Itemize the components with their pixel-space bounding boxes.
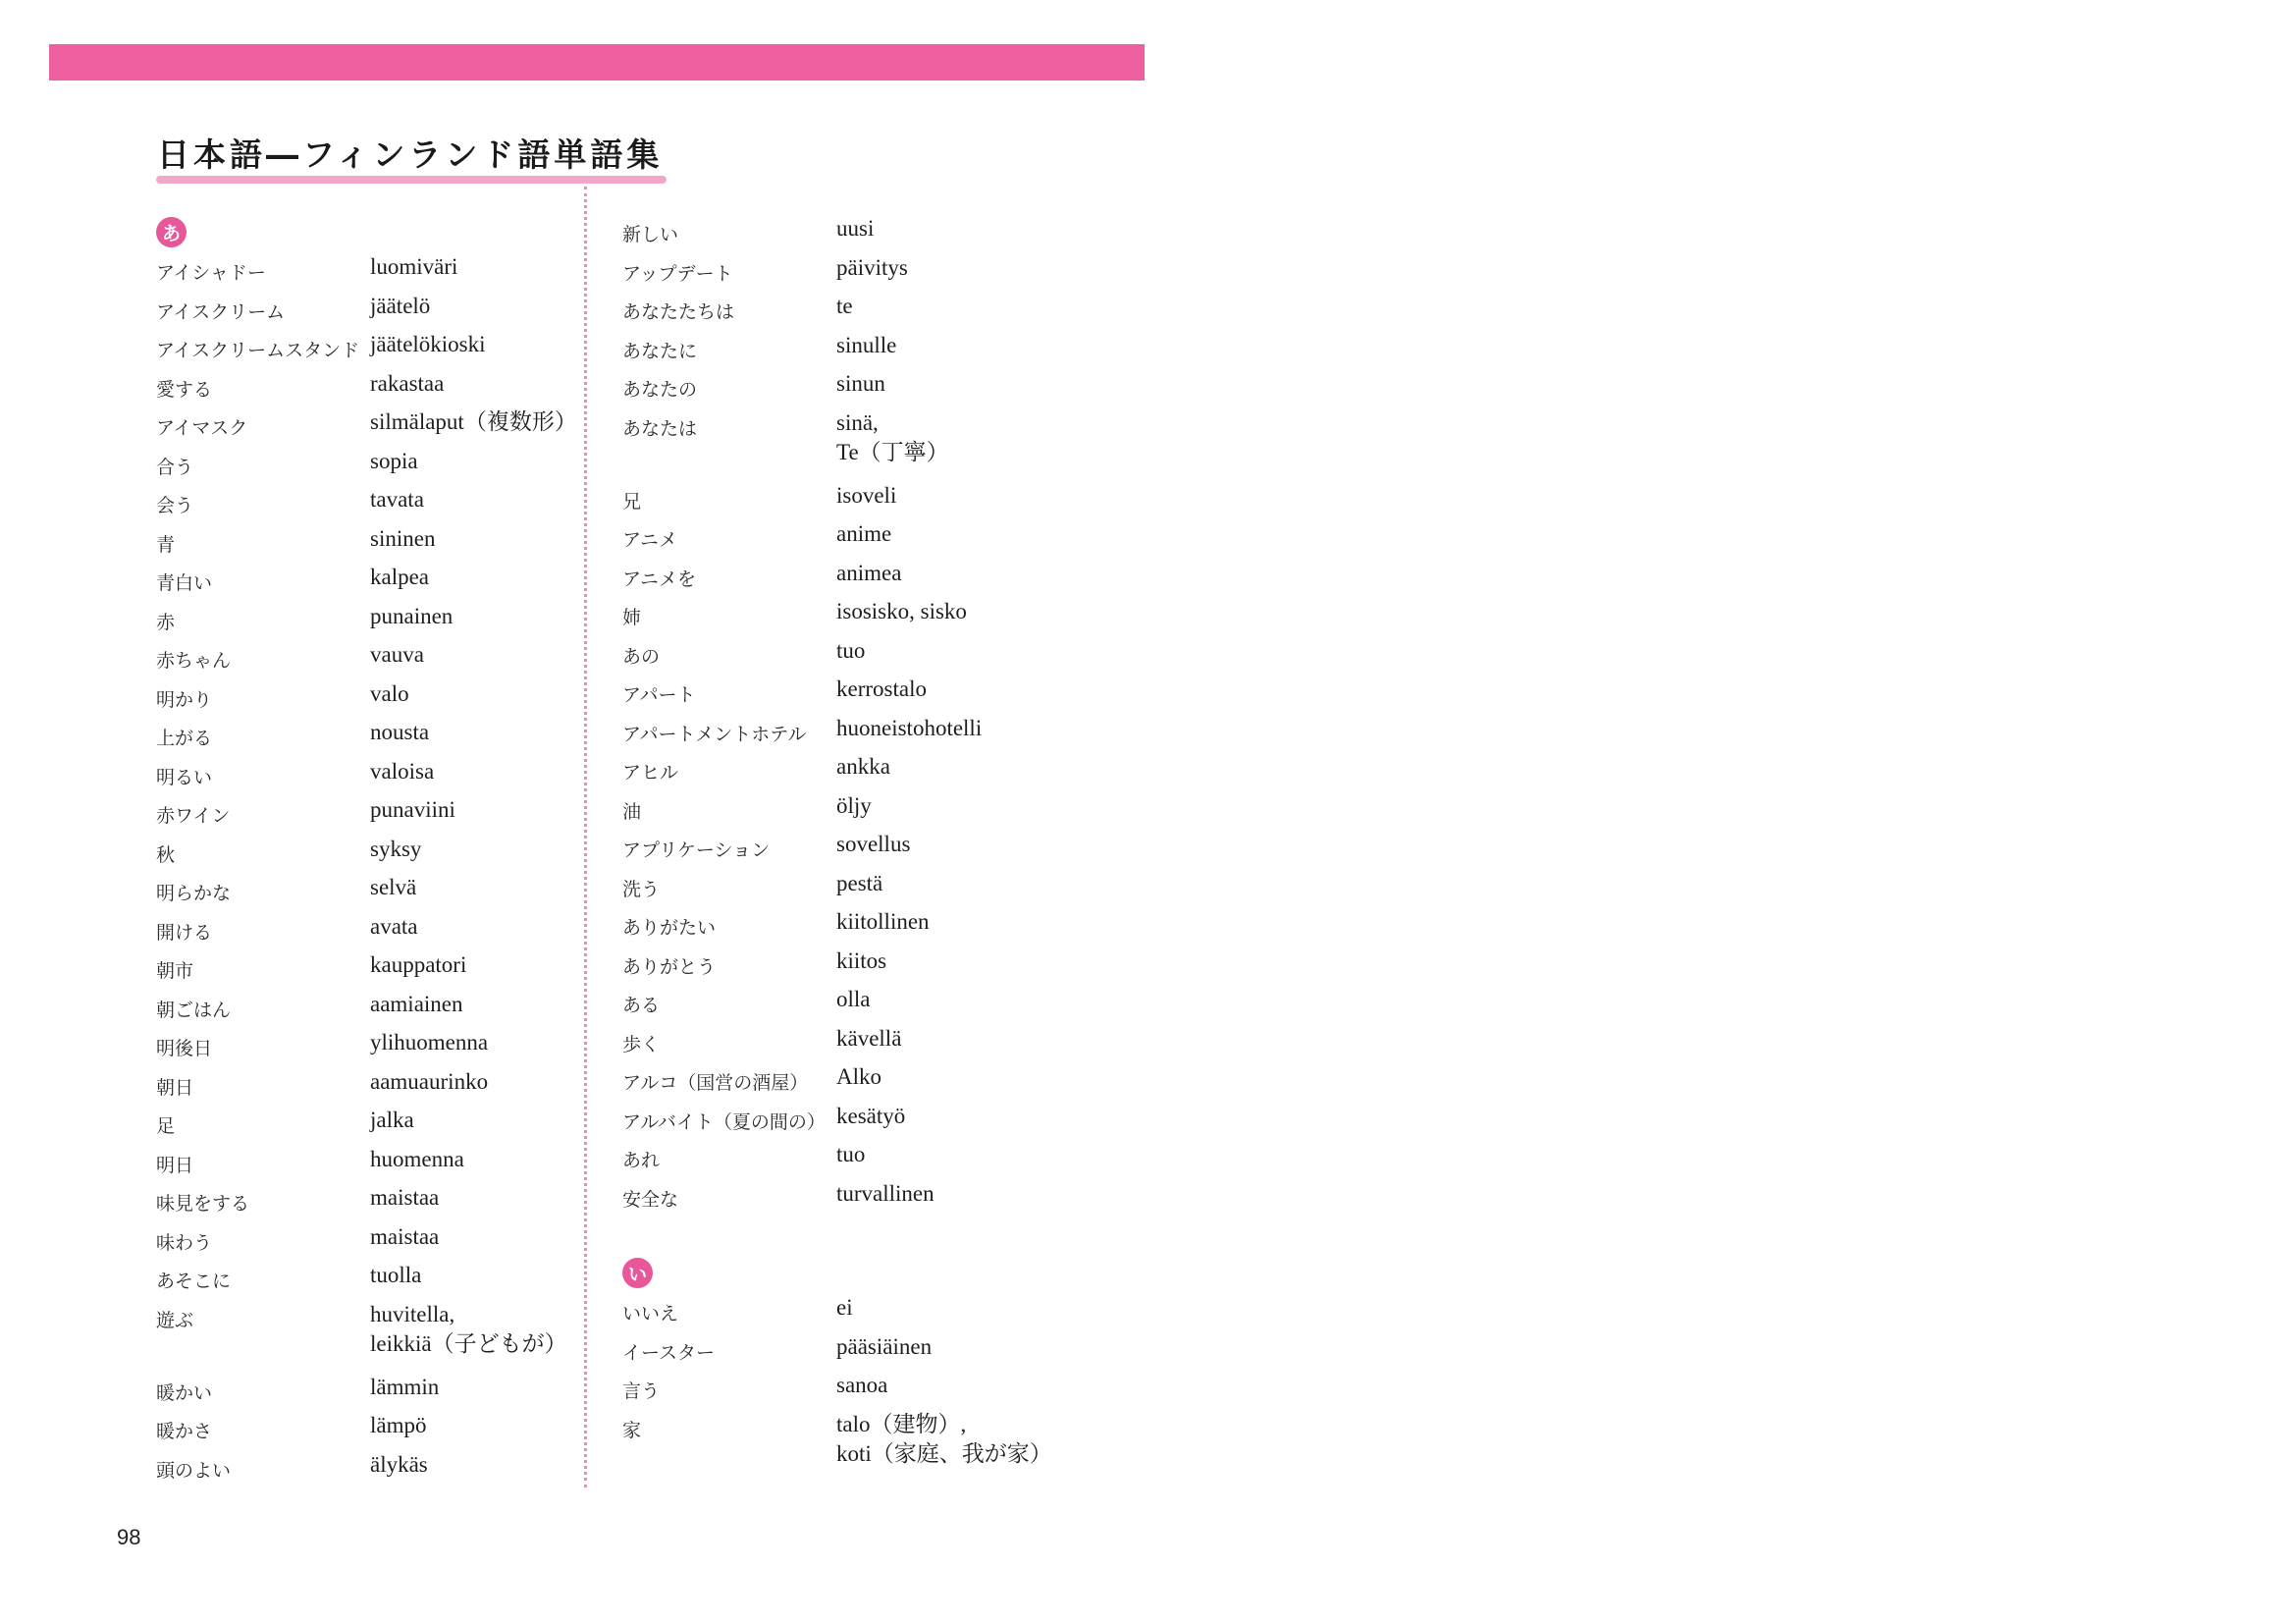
finnish-translation-line: nousta (370, 720, 430, 744)
finnish-translation-line: isoveli (836, 482, 897, 508)
finnish-translation (370, 1261, 421, 1290)
glossary-entry (622, 947, 1044, 986)
glossary-entry (622, 1140, 1044, 1179)
japanese-term: いいえ (622, 1303, 679, 1325)
glossary-entry (156, 1450, 578, 1489)
japanese-term: あなたに (622, 340, 698, 362)
finnish-translation (836, 408, 949, 467)
finnish-translation-line: sanoa (836, 1373, 888, 1397)
finnish-translation (836, 1410, 1052, 1469)
finnish-translation-line: kiitollinen (836, 909, 930, 934)
japanese-term: ありがとう (622, 955, 717, 978)
finnish-translation-line: ylihuomenna (370, 1030, 489, 1055)
glossary-entry (156, 447, 578, 486)
japanese-term: 明るい (156, 766, 213, 788)
finnish-translation (836, 292, 853, 321)
finnish-translation-line: sinun (836, 371, 885, 396)
glossary-entry (156, 1183, 578, 1222)
finnish-translation-line: anime (836, 521, 892, 546)
glossary-entry (156, 640, 578, 679)
glossary-entry (622, 481, 1044, 520)
japanese-term: あそこに (156, 1271, 232, 1292)
japanese-term: 洗う (622, 878, 661, 900)
glossary-entry (622, 752, 1044, 791)
glossary-entry (622, 1293, 1044, 1332)
japanese-term: 赤ちゃん (156, 650, 232, 672)
finnish-translation-line: tavata (370, 487, 424, 512)
finnish-translation-line: sininen (370, 525, 436, 551)
finnish-translation-line: maistaa (370, 1185, 440, 1210)
glossary-entry (622, 1332, 1044, 1372)
japanese-term: アルバイト（夏の間の） (622, 1110, 826, 1133)
finnish-translation (836, 985, 871, 1014)
japanese-term: 味見をする (156, 1193, 250, 1215)
finnish-translation-line: vauva (370, 642, 424, 667)
finnish-translation-line: huvitella, (370, 1301, 455, 1326)
finnish-translation (370, 1106, 414, 1135)
finnish-translation (370, 1300, 567, 1359)
finnish-translation (370, 640, 424, 670)
finnish-translation (370, 330, 486, 359)
japanese-term: ある (622, 995, 661, 1016)
finnish-translation (370, 447, 418, 476)
glossary-entry (622, 519, 1044, 559)
japanese-term: あなたたちは (622, 301, 735, 323)
japanese-term: 秋 (156, 843, 176, 866)
glossary-entry (156, 1300, 578, 1373)
finnish-translation (370, 990, 463, 1019)
finnish-translation (370, 795, 455, 825)
japanese-term: 言う (622, 1380, 661, 1402)
finnish-translation (836, 1062, 881, 1092)
glossary-entry (622, 1371, 1044, 1410)
japanese-term: アパート (622, 684, 696, 706)
finnish-translation (370, 1145, 464, 1174)
finnish-translation (836, 559, 901, 588)
glossary-entry (622, 869, 1044, 908)
finnish-translation-line: animea (836, 560, 902, 585)
section-badge: い (622, 1258, 653, 1288)
finnish-translation-line: jäätelö (370, 293, 431, 318)
finnish-translation-line: uusi (836, 216, 875, 241)
japanese-term: 足 (156, 1115, 176, 1137)
glossary-column-left (156, 214, 578, 1488)
finnish-translation-line: ankka (836, 754, 890, 779)
glossary-entry (622, 636, 1044, 676)
japanese-term: 姉 (622, 607, 642, 628)
page-title: 日本語―フィンランド語単語集 (157, 135, 664, 174)
glossary-entry (622, 714, 1044, 753)
finnish-translation-line: syksy (370, 836, 422, 861)
page-number: 98 (117, 1525, 141, 1549)
finnish-translation (836, 1179, 934, 1209)
japanese-term: 暖かい (156, 1381, 213, 1404)
finnish-translation-line: öljy (836, 792, 872, 818)
finnish-translation-line: sopia (370, 448, 418, 473)
japanese-term: 遊ぶ (156, 1309, 194, 1331)
finnish-translation-line: rakastaa (370, 370, 445, 396)
finnish-translation-line: pestä (836, 870, 883, 895)
finnish-translation (836, 907, 930, 937)
finnish-translation (836, 1140, 865, 1169)
finnish-translation-line: Te（丁寧） (836, 439, 949, 464)
glossary-entry (156, 835, 578, 874)
finnish-translation-line: Alko (836, 1064, 881, 1089)
finnish-translation-line: huoneistohotelli (836, 715, 983, 740)
finnish-translation-line: sinulle (836, 332, 897, 357)
finnish-translation-line: kauppatori (370, 952, 467, 977)
japanese-term: アイスクリーム (156, 300, 286, 323)
glossary-entry (156, 757, 578, 796)
finnish-translation (370, 718, 429, 747)
finnish-translation-line: valo (370, 680, 409, 706)
japanese-term: ありがたい (622, 917, 717, 939)
finnish-translation-line: aamuaurinko (370, 1068, 489, 1094)
japanese-term: 家 (622, 1419, 642, 1441)
finnish-translation-line: kävellä (836, 1025, 902, 1051)
finnish-translation-line: aamiainen (370, 991, 463, 1016)
finnish-translation-line: jalka (370, 1108, 414, 1132)
finnish-translation-line: valoisa (370, 758, 435, 784)
finnish-translation-line: jäätelökioski (370, 332, 486, 356)
finnish-translation-line: tuolla (370, 1263, 422, 1287)
finnish-translation-line: kesätyö (836, 1103, 906, 1128)
glossary-entry (622, 1062, 1044, 1102)
finnish-translation (370, 1373, 439, 1402)
finnish-translation-line: sinä, (836, 409, 879, 435)
finnish-translation-line: päivitys (836, 254, 908, 280)
finnish-translation (836, 791, 872, 821)
japanese-term: 頭のよい (156, 1459, 232, 1482)
japanese-term: あれ (622, 1150, 661, 1171)
finnish-translation-line: tuo (836, 1142, 866, 1166)
glossary-entry (622, 675, 1044, 714)
japanese-term: 朝市 (156, 960, 194, 982)
glossary-entry (156, 1373, 578, 1412)
finnish-translation-line: maistaa (370, 1223, 440, 1249)
japanese-term: アパートメントホテル (622, 723, 807, 745)
finnish-translation (370, 1450, 428, 1480)
glossary-entry (622, 830, 1044, 869)
glossary-entry (156, 602, 578, 641)
finnish-translation (836, 519, 891, 549)
finnish-translation-line: älykäs (370, 1451, 428, 1477)
japanese-term: 油 (622, 800, 642, 823)
glossary-entry (156, 407, 578, 447)
glossary-entry (622, 1179, 1044, 1218)
finnish-translation (836, 752, 890, 782)
japanese-term: 開ける (156, 921, 213, 944)
glossary-entry (622, 369, 1044, 408)
glossary-entry (156, 292, 578, 331)
glossary-entry (622, 253, 1044, 293)
finnish-translation (370, 524, 435, 554)
finnish-translation (370, 835, 421, 864)
glossary-entry (156, 369, 578, 408)
finnish-translation-line: isosisko, sisko (836, 599, 967, 623)
finnish-translation (836, 597, 967, 626)
japanese-term: 赤 (156, 611, 176, 633)
glossary-entry (156, 718, 578, 757)
glossary-entry (156, 950, 578, 990)
finnish-translation (370, 1067, 488, 1097)
finnish-translation (370, 1411, 427, 1440)
finnish-translation-line: punainen (370, 603, 454, 628)
japanese-term: イースター (622, 1341, 716, 1364)
title-underline (156, 176, 667, 184)
japanese-term: 会う (156, 495, 194, 516)
glossary-entry (156, 1106, 578, 1145)
finnish-translation (370, 873, 416, 902)
finnish-translation (836, 214, 874, 243)
finnish-translation-line: pääsiäinen (836, 1333, 933, 1359)
glossary-entry (622, 791, 1044, 831)
finnish-translation-line: huomenna (370, 1146, 464, 1171)
glossary-entry (156, 1028, 578, 1067)
japanese-term: アイスクリームスタンド (156, 340, 360, 361)
finnish-translation (836, 1102, 905, 1131)
glossary-column-right (622, 214, 1052, 1483)
japanese-term: 朝日 (156, 1076, 194, 1099)
finnish-translation (836, 947, 886, 976)
glossary-entry (622, 1024, 1044, 1063)
glossary-entry (622, 292, 1044, 331)
japanese-term: 合う (156, 456, 194, 478)
japanese-term: 明日 (156, 1154, 194, 1176)
japanese-term: 青 (156, 533, 176, 556)
glossary-entry (622, 985, 1044, 1024)
japanese-term: あの (622, 645, 661, 668)
finnish-translation-line: talo（建物）, (836, 1411, 967, 1436)
finnish-translation (836, 1024, 901, 1054)
finnish-translation (370, 252, 457, 282)
japanese-term: 新しい (622, 224, 679, 245)
glossary-entry (622, 1410, 1052, 1483)
japanese-term: アニメを (622, 568, 697, 590)
finnish-translation (836, 1293, 853, 1323)
glossary-entry (622, 331, 1044, 370)
glossary-entry (622, 214, 1044, 253)
japanese-term: アニメ (622, 529, 678, 551)
japanese-term: 明かり (156, 688, 213, 711)
glossary-entry (622, 1102, 1044, 1141)
finnish-translation-line: turvallinen (836, 1180, 934, 1206)
japanese-term: 赤ワイン (156, 805, 231, 827)
japanese-term: 安全な (622, 1188, 679, 1211)
finnish-translation (836, 869, 882, 898)
column-divider (584, 187, 587, 1488)
glossary-entry (156, 873, 578, 912)
glossary-entry (622, 559, 1044, 598)
finnish-translation-line: olla (836, 987, 871, 1011)
finnish-translation (370, 407, 577, 437)
finnish-translation (836, 1371, 887, 1400)
finnish-translation-line: te (836, 294, 853, 318)
finnish-translation-line: ei (836, 1295, 853, 1320)
finnish-translation (836, 675, 927, 704)
glossary-entry (156, 1145, 578, 1184)
finnish-translation-line: leikkiä（子どもが） (370, 1330, 567, 1356)
glossary-entry (156, 1067, 578, 1107)
glossary-entry (156, 330, 578, 369)
section-badge: あ (156, 217, 187, 247)
glossary-entry (622, 907, 1044, 947)
japanese-term: あなたは (622, 417, 698, 440)
finnish-translation-line: tuo (836, 637, 866, 663)
finnish-translation (836, 830, 910, 859)
finnish-translation-line: avata (370, 913, 418, 939)
japanese-term: 朝ごはん (156, 999, 232, 1021)
finnish-translation (370, 679, 409, 709)
glossary-entry (156, 679, 578, 719)
finnish-translation (836, 369, 885, 399)
japanese-term: 青白い (156, 572, 213, 594)
finnish-translation (370, 563, 429, 592)
japanese-term: アプリケーション (622, 839, 771, 861)
finnish-translation (836, 636, 865, 666)
section-spacer (622, 1217, 1044, 1255)
finnish-translation (370, 369, 444, 399)
japanese-term: あなたの (622, 379, 698, 401)
japanese-term: アルコ（国営の酒屋） (622, 1072, 809, 1094)
finnish-translation (370, 602, 453, 631)
glossary-entry (156, 485, 578, 524)
finnish-translation-line: koti（家庭、我が家） (836, 1440, 1052, 1466)
glossary-entry (156, 1411, 578, 1450)
finnish-translation (370, 1222, 439, 1252)
finnish-translation-line: selvä (370, 875, 417, 899)
japanese-term: 歩く (622, 1033, 661, 1055)
japanese-term: 兄 (622, 490, 642, 513)
finnish-translation-line: luomiväri (370, 254, 458, 279)
finnish-translation-line: lämmin (370, 1374, 440, 1399)
japanese-term: 明らかな (156, 883, 232, 904)
japanese-term: 上がる (156, 728, 213, 749)
finnish-translation (836, 481, 896, 511)
glossary-entry (156, 563, 578, 602)
finnish-translation (370, 1183, 439, 1213)
japanese-term: アイシャドー (156, 262, 266, 284)
finnish-translation (370, 912, 418, 942)
finnish-translation (370, 1028, 488, 1057)
finnish-translation (370, 485, 424, 514)
finnish-translation-line: punaviini (370, 797, 455, 822)
glossary-entry (156, 795, 578, 835)
japanese-term: 明後日 (156, 1038, 213, 1059)
finnish-translation-line: kiitos (836, 947, 887, 973)
japanese-term: 暖かさ (156, 1421, 213, 1442)
header-color-bar (49, 44, 1145, 81)
japanese-term: アイマスク (156, 417, 248, 439)
finnish-translation (836, 1332, 932, 1362)
finnish-translation (370, 950, 466, 980)
japanese-term: 味わう (156, 1231, 213, 1254)
finnish-translation-line: kerrostalo (836, 676, 927, 701)
japanese-term: アヒル (622, 762, 679, 784)
glossary-entry (622, 597, 1044, 636)
finnish-translation-line: sovellus (836, 832, 911, 856)
glossary-entry (156, 990, 578, 1029)
finnish-translation-line: kalpea (370, 565, 430, 589)
finnish-translation-line: lämpö (370, 1413, 427, 1437)
japanese-term: 愛する (156, 378, 213, 401)
finnish-translation (370, 292, 430, 321)
glossary-entry (156, 1261, 578, 1300)
glossary-entry (156, 252, 578, 292)
finnish-translation (370, 757, 434, 786)
finnish-translation (836, 331, 896, 360)
glossary-entry (156, 1222, 578, 1262)
glossary-entry (156, 524, 578, 564)
finnish-translation (836, 253, 908, 283)
japanese-term: アップデート (622, 262, 733, 285)
finnish-translation (836, 714, 982, 743)
finnish-translation-line: silmälaput（複数形） (370, 409, 577, 434)
glossary-entry (156, 912, 578, 951)
glossary-entry (622, 408, 1044, 481)
